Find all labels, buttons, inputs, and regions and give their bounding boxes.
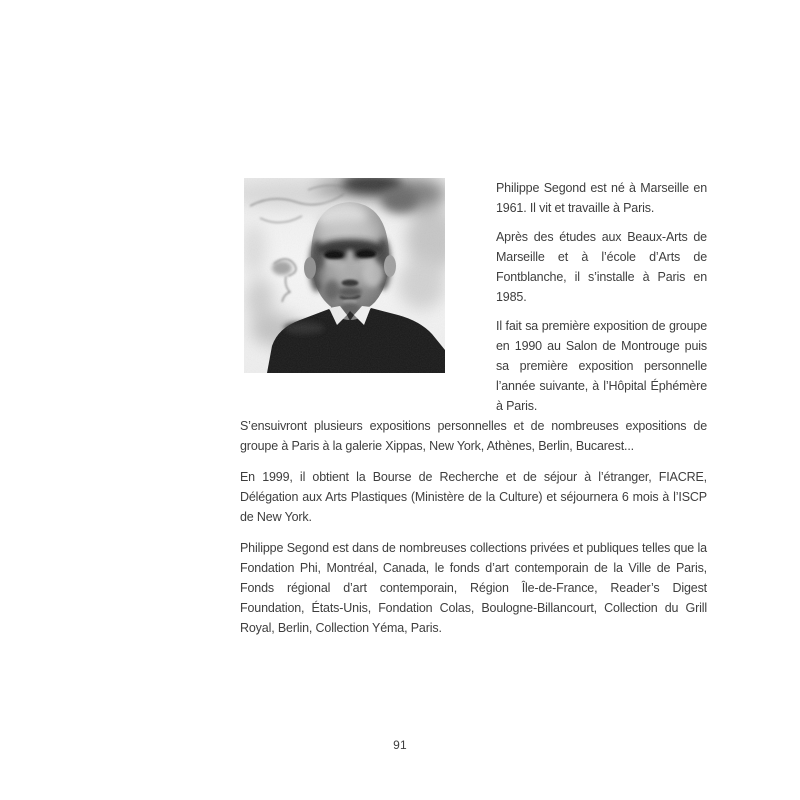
bio-intro-column — [496, 178, 707, 425]
bio-paragraph-collections: Philippe Segond est dans de nombreuses collections privées et publiques telles que la Fondation Phi, Montréal, Canada, le fonds d’art contemporain de la Ville de Paris, Fonds régional d’art contemporain, Région Île-de-France, Reader’s Digest Foundation, États-Unis, Fondation Colas, Boulogne-Billancourt, Collection du Grill Royal, Berlin, Collection Yéma, Paris. — [240, 541, 707, 635]
bio-paragraph-birth: Philippe Segond est né à Marseille en 1961. Il vit et travaille à Paris. — [496, 181, 707, 215]
page-number: 91 — [393, 738, 407, 752]
bio-paragraph-group-shows: S’ensuivront plusieurs expositions personnelles et de nombreuses expositions de groupe à Paris à la galerie Xippas, New York, Athènes, Berlin, Bucarest... — [240, 419, 707, 453]
bio-paragraph-studies: Après des études aux Beaux-Arts de Marseille et à l’école d’Arts de Fontblanche, il s’installe à Paris en 1985. — [496, 230, 707, 304]
bio-body — [240, 416, 707, 649]
portrait-photo — [244, 178, 445, 373]
bio-paragraph-first-exhibitions: Il fait sa première exposition de groupe en 1990 au Salon de Montrouge puis sa première exposition personnelle l’année suivante, à l’Hôpital Éphémère à Paris. — [496, 319, 707, 413]
bio-paragraph-grant: En 1999, il obtient la Bourse de Recherche et de séjour à l’étranger, FIACRE, Délégation aux Arts Plastiques (Ministère de la Culture) et séjournera 6 mois à l’ISCP de New York. — [240, 470, 707, 524]
